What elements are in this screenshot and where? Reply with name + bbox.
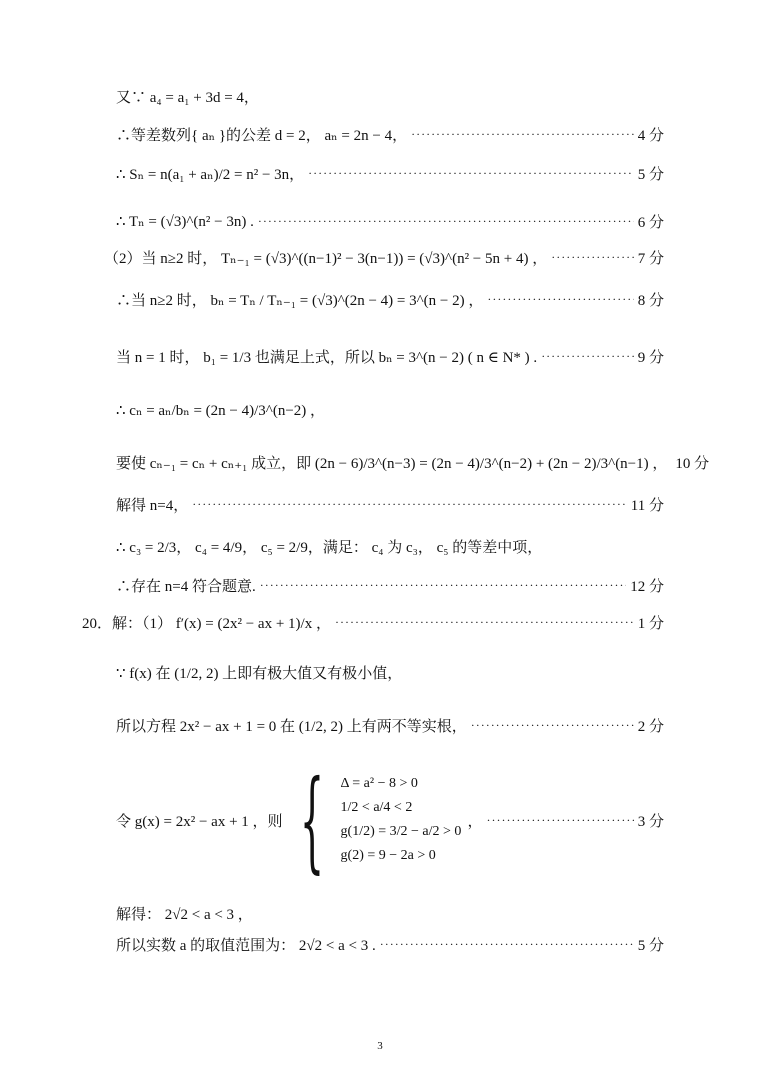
line-text: 要使 cₙ₋₁ = cₙ + cₙ₊₁ 成立，即 (2n − 6)/3^(n−3) = (2n − 4)/3^(n−2) + (2n − 2)/3^(n−1) ， (116, 456, 668, 472)
line-text: 当 n = 1 时， b₁ = 1/3 也满足上式，所以 bₙ = 3^(n − 2) ( n ∈ N* ) . (116, 350, 538, 366)
leader-dots (471, 718, 634, 733)
brace-system (285, 756, 462, 884)
score-label: 5 分 (637, 167, 664, 183)
line-text: ∴ Sₙ = n(a₁ + aₙ)/2 = n² − 3n， (116, 167, 305, 183)
line-text: ∴ cₙ = aₙ/bₙ = (2n − 4)/3^(n−2) ， (116, 403, 326, 419)
line-8 (116, 399, 664, 420)
line-text: ∵ f(x) 在 (1/2, 2) 上即有极大值又有极小值， (116, 666, 403, 682)
line-text: ∴ c₃ = 2/3， c₄ = 4/9， c₅ = 2/9，满足： c₄ 为 c₃， c₅ 的等差中项， (116, 540, 543, 556)
line-text: 令 g(x) = 2x² − ax + 1 ，则 (116, 813, 283, 830)
line-text: ∴ Tₙ = (√3)^(n² − 3n) . (116, 214, 254, 230)
line-14 (116, 662, 664, 683)
leader-dots (308, 166, 634, 181)
score-label: 12 分 (630, 579, 664, 595)
line-11 (116, 536, 664, 557)
line-10 (116, 494, 664, 515)
line-7 (116, 346, 664, 367)
score-label: 5 分 (637, 938, 664, 954)
score-label: 10 分 (675, 456, 710, 472)
score-label: 9 分 (637, 350, 664, 366)
line-text: 所以实数 a 的取值范围为： 2√2 < a < 3 . (116, 938, 376, 954)
line-1 (116, 86, 664, 107)
inequality-system (341, 776, 462, 864)
line-16 (116, 756, 664, 884)
line-12 (116, 575, 664, 596)
line-9 (116, 452, 710, 473)
leader-dots (486, 813, 633, 828)
score-label: 1 分 (637, 616, 664, 632)
system-row: g(2) = 9 − 2a > 0 (340, 848, 436, 863)
leader-dots (551, 250, 634, 265)
line-15 (116, 715, 664, 736)
score-label: 6 分 (637, 215, 664, 231)
leader-dots (380, 937, 634, 952)
line-text: 所以方程 2x² − ax + 1 = 0 在 (1/2, 2) 上有两不等实根， (116, 719, 467, 735)
score-label: 4 分 (637, 128, 664, 144)
line-18 (116, 934, 664, 955)
line-13 (82, 612, 664, 633)
line-5 (104, 247, 664, 268)
line-text: （2）当 n≥2 时， Tₙ₋₁ = (√3)^((n−1)² − 3(n−1)) = (√3)^(n² − 5n + 4) ， (104, 251, 548, 267)
line-text: ∴存在 n=4 符合题意. (116, 579, 256, 595)
line-text: 解得 n=4， (116, 498, 189, 514)
leader-dots (411, 127, 634, 142)
line-4 (116, 211, 664, 232)
line-text: ∴当 n≥2 时， bₙ = Tₙ / Tₙ₋₁ = (√3)^(2n − 4) = 3^(n − 2) ， (116, 293, 484, 309)
system-row: g(1/2) = 3/2 − a/2 > 0 (340, 824, 462, 839)
line-text: 解得： 2√2 < a < 3 ， (116, 907, 253, 923)
score-label: 11 分 (630, 498, 664, 514)
leader-dots (487, 292, 633, 307)
line-6 (116, 289, 664, 310)
score-label: 7 分 (637, 251, 664, 267)
score-label: 8 分 (637, 293, 664, 309)
leader-dots (258, 214, 634, 229)
system-row: 1/2 < a/4 < 2 (340, 800, 413, 815)
line-text: 20．解：（1） f′(x) = (2x² − ax + 1)/x ， (82, 616, 331, 632)
left-brace: { (299, 756, 324, 884)
system-tail: ， (467, 813, 483, 830)
leader-dots (192, 497, 627, 512)
line-text: 又∵ a₄ = a₁ + 3d = 4， (116, 90, 259, 106)
line-3 (116, 163, 664, 184)
score-label: 3 分 (637, 813, 664, 830)
score-label: 2 分 (637, 719, 664, 735)
leader-dots (541, 349, 634, 364)
page-number: 3 (377, 1040, 383, 1052)
line-text: ∴等差数列{ aₙ }的公差 d = 2， aₙ = 2n − 4， (116, 128, 408, 144)
system-row: Δ = a² − 8 > 0 (340, 776, 418, 791)
line-2 (116, 124, 664, 145)
leader-dots (335, 615, 634, 630)
line-17 (116, 903, 664, 924)
leader-dots (260, 578, 627, 593)
